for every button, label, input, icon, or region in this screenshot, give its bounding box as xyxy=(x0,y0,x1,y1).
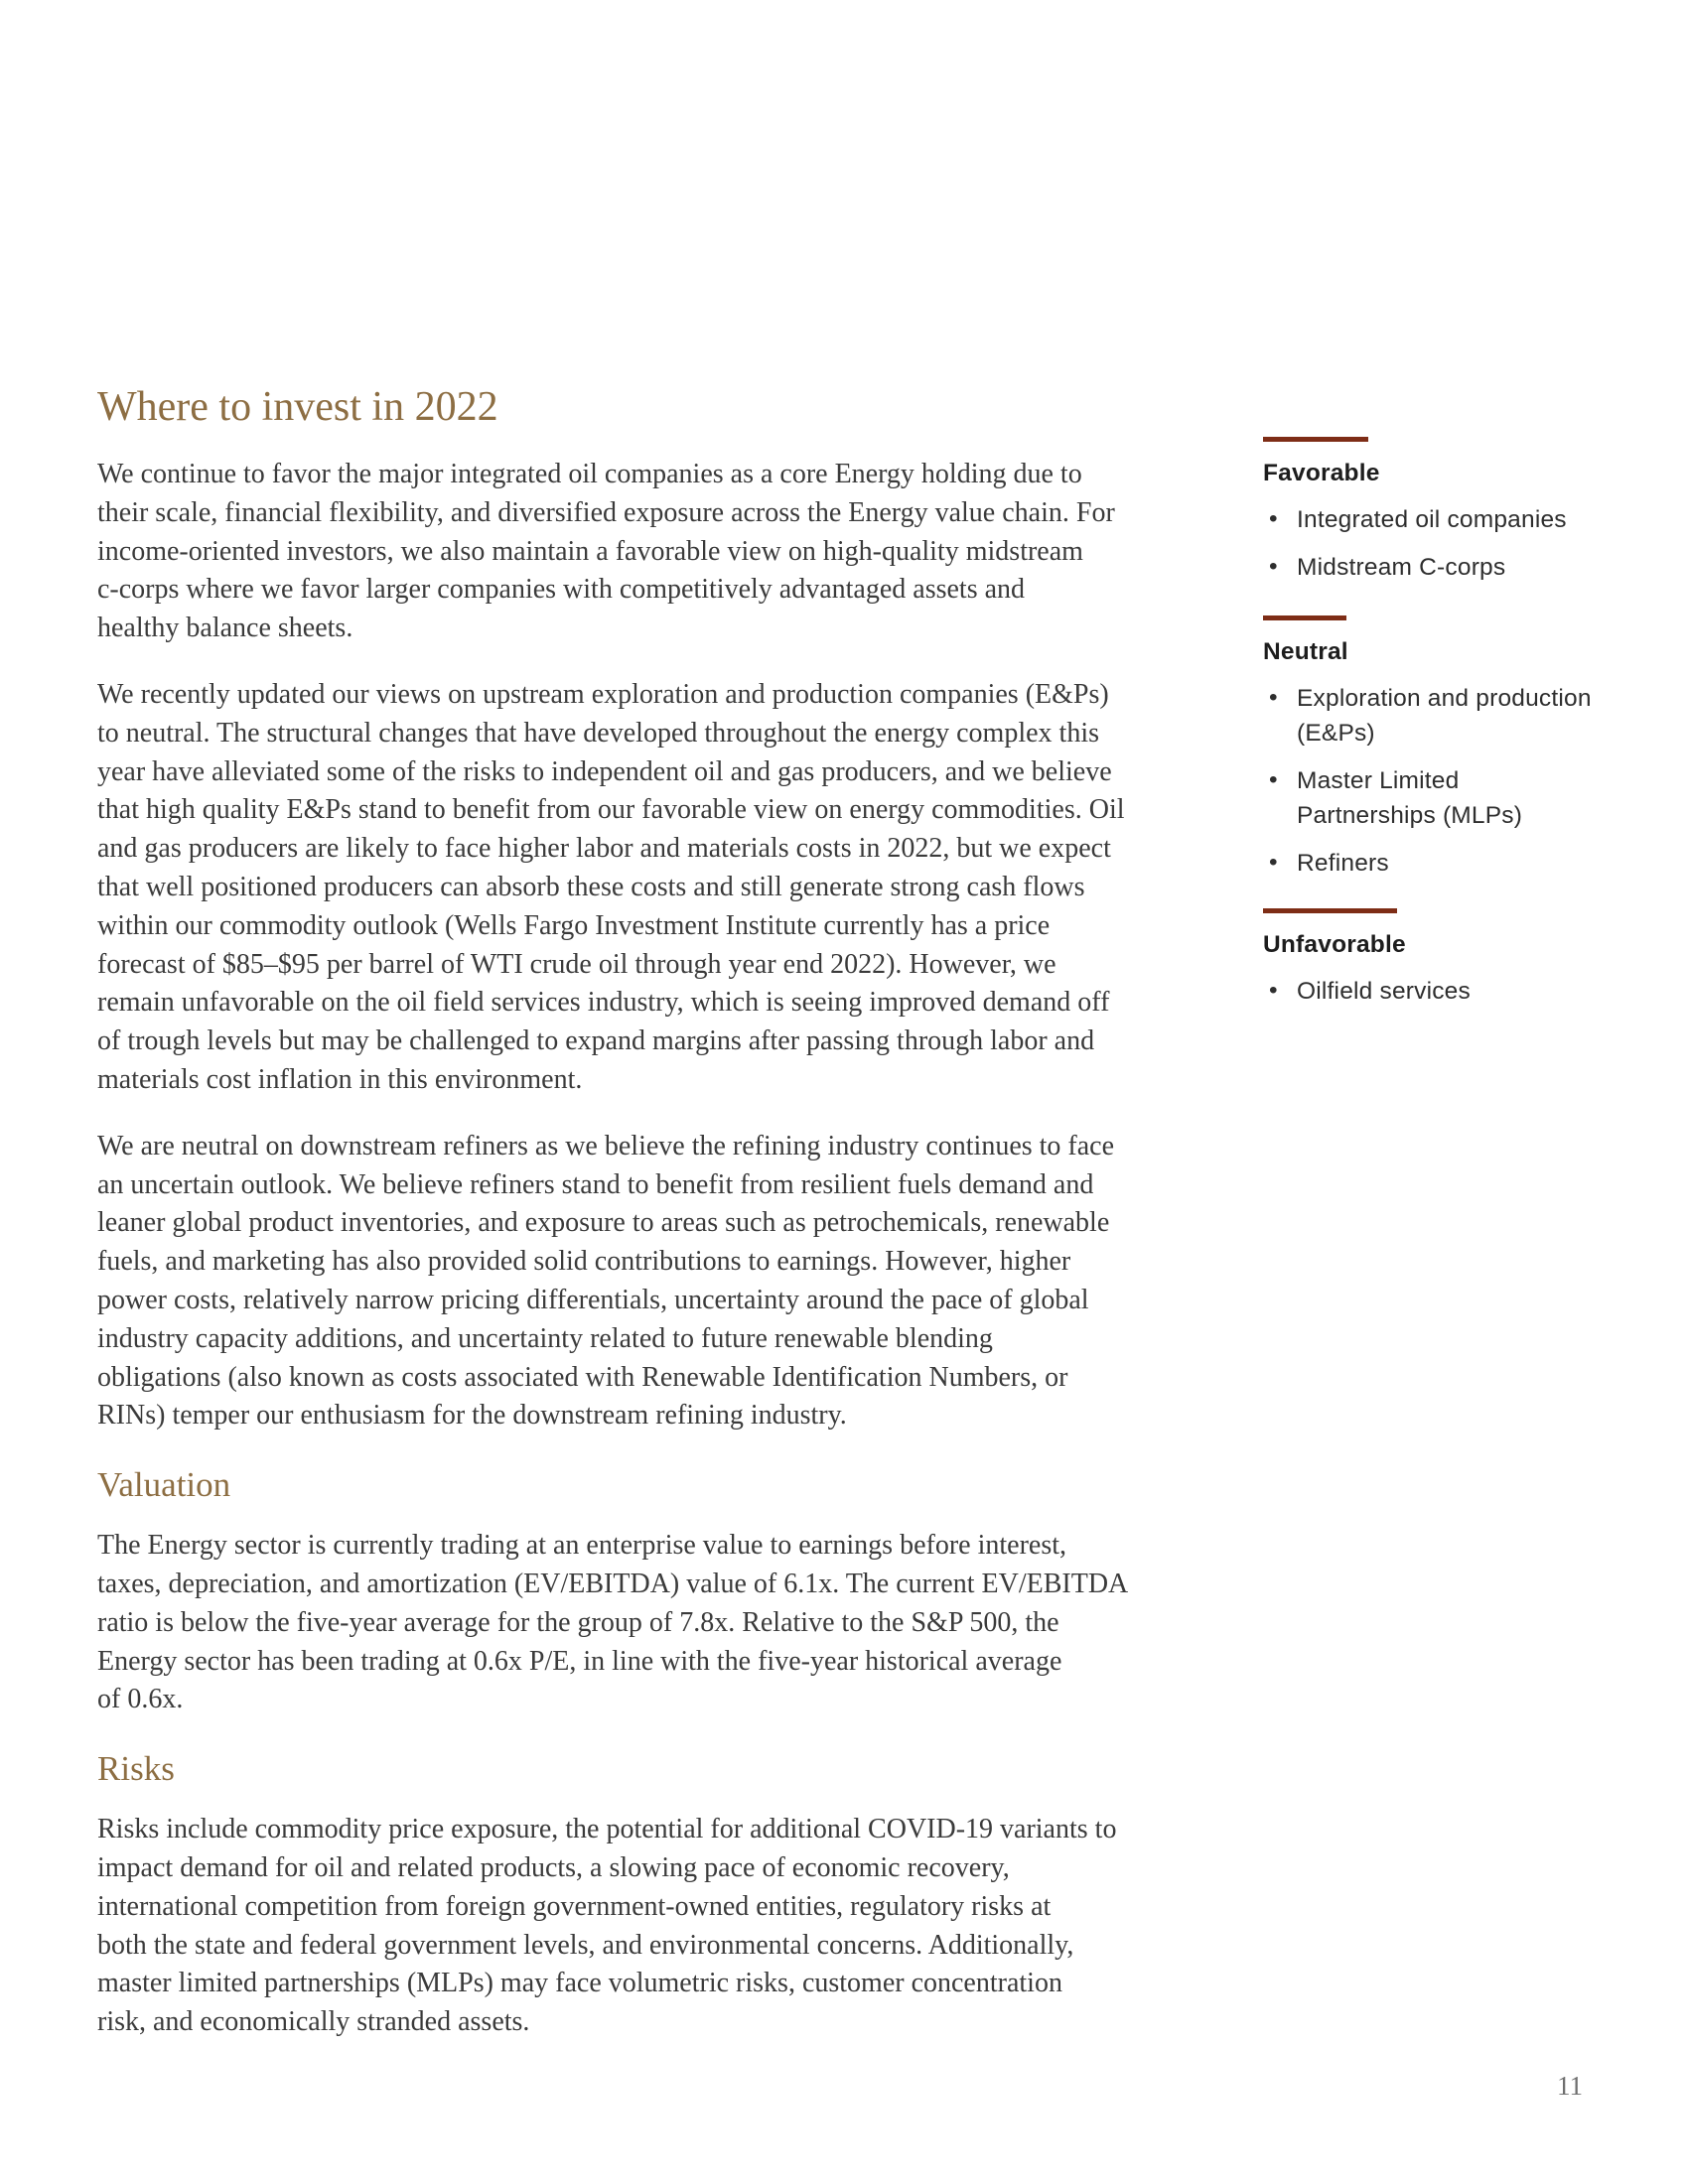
list-item: • Refiners xyxy=(1263,846,1660,881)
sidebar-list-neutral xyxy=(1263,681,1660,881)
ratings-sidebar xyxy=(1263,437,1660,1022)
valuation-paragraph: The Energy sector is currently trading at an enterprise value to earnings before interest, taxes, depreciation, and amortization (EV/EBITDA) value of 6.1x. The current EV/EBITDA ratio is below the five-year average for the group of 7.8x. Relative to the S&P 500, the Energy sector has been trading at 0.6x P/E, in line with the five-year historical average of 0.6x. xyxy=(97,1530,1129,1715)
list-item: • Exploration and production (E&Ps) xyxy=(1263,681,1660,751)
sidebar-heading-favorable: Favorable xyxy=(1263,460,1380,486)
sidebar-rule xyxy=(1263,908,1397,913)
list-item: • Master Limited Partnerships (MLPs) xyxy=(1263,763,1660,833)
intro-paragraph-1: We continue to favor the major integrated oil companies as a core Energy holding due to their scale, financial flexibility, and diversified exposure across the Energy value chain. For income-oriented investors, we also maintain a favorable view on high-quality midstream c-corps where we favor larger companies with competitively advantaged assets and healthy balance sheets. xyxy=(97,459,1115,644)
sidebar-group-unfavorable xyxy=(1263,908,1660,1009)
sidebar-heading-unfavorable: Unfavorable xyxy=(1263,931,1406,958)
section-heading-risks: Risks xyxy=(97,1749,175,1789)
sidebar-group-favorable xyxy=(1263,437,1660,585)
list-item: • Integrated oil companies xyxy=(1263,502,1660,537)
sidebar-list-unfavorable xyxy=(1263,974,1660,1009)
risks-paragraph: Risks include commodity price exposure, the potential for additional COVID-19 variants to impact demand for oil and related products, a slowing pace of economic recovery, international competition from foreign government-owned entities, regulatory risks at both the state and federal government levels, and environmental concerns. Additionally, master limited partnerships (MLPs) may face volumetric risks, customer concentration risk, and economically stranded assets. xyxy=(97,1814,1117,2038)
list-item: • Oilfield services xyxy=(1263,974,1660,1009)
intro-paragraph-3: We are neutral on downstream refiners as we believe the refining industry continues to face an uncertain outlook. We believe refiners stand to benefit from resilient fuels demand and leaner global product inventories, and exposure to areas such as petrochemicals, renewable fuels, and marketing has also provided solid contributions to earnings. However, higher power costs, relatively narrow pricing differentials, uncertainty around the pace of global industry capacity additions, and uncertainty related to future renewable blending obligations (also known as costs associated with Renewable Identification Numbers, or RINs) temper our enthusiasm for the downstream refining industry. xyxy=(97,1130,1115,1432)
section-heading-valuation: Valuation xyxy=(97,1465,231,1505)
sidebar-list-favorable xyxy=(1263,502,1660,585)
sidebar-heading-neutral: Neutral xyxy=(1263,638,1348,665)
intro-paragraph-2: We recently updated our views on upstream exploration and production companies (E&Ps) to neutral. The structural changes that have developed throughout the energy complex this year have alleviated some of the risks to independent oil and gas producers, and we believe that high quality E&Ps stand to benefit from our favorable view on energy commodities. Oil and gas producers are likely to face higher labor and materials costs in 2022, but we expect that well positioned producers can absorb these costs and still generate strong cash flows within our commodity outlook (Wells Fargo Investment Institute currently has a price forecast of $85–$95 per barrel of WTI crude oil through year end 2022). However, we remain unfavorable on the oil field services industry, which is seeing improved demand off of trough levels but may be challenged to expand margins after passing through labor and materials cost inflation in this environment. xyxy=(97,678,1125,1095)
sidebar-rule xyxy=(1263,437,1368,442)
list-item: • Midstream C-corps xyxy=(1263,550,1660,585)
sidebar-rule xyxy=(1263,615,1346,620)
page-number: 11 xyxy=(1557,2071,1583,2101)
sidebar-group-neutral xyxy=(1263,615,1660,881)
page-title: Where to invest in 2022 xyxy=(97,384,498,430)
main-column xyxy=(97,382,1269,2070)
